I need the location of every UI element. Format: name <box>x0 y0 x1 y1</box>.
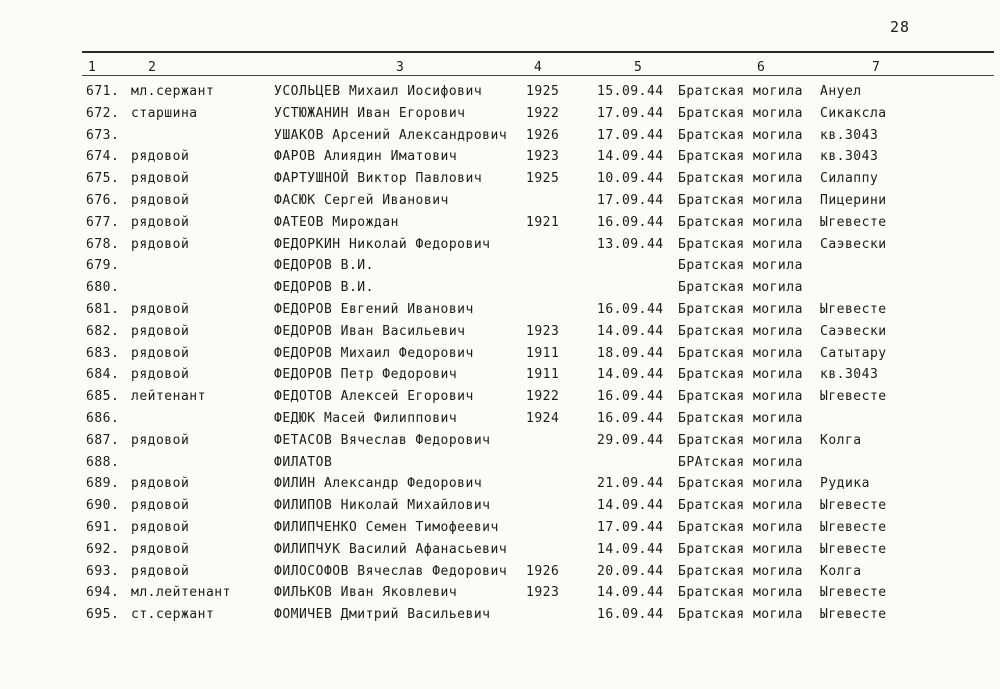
table-row <box>0 409 1000 429</box>
record-burial-place: кв.3043 <box>820 367 879 383</box>
table-row <box>0 147 1000 167</box>
record-burial-place: Ыгевесте <box>820 498 887 514</box>
record-name: ФЕДОРОВ Евгений Иванович <box>274 302 474 317</box>
record-burial-place: Саэвески <box>820 236 887 252</box>
record-death-date: 14.09.44 <box>597 149 664 165</box>
record-name: ФЕДОРОВ В.И. <box>274 258 374 274</box>
table-row <box>0 126 1000 146</box>
record-rank: рядовой <box>131 193 190 208</box>
record-burial-place: кв.3043 <box>820 149 879 165</box>
record-number: 680. <box>86 280 120 296</box>
table-row <box>0 104 1000 124</box>
record-name: ФИЛАТОВ <box>274 454 333 470</box>
record-number: 691. <box>86 520 120 535</box>
record-burial-place: Колга <box>820 432 862 448</box>
table-row <box>0 453 1000 473</box>
record-rank: рядовой <box>131 214 190 230</box>
record-name: УСТЮЖАНИН Иван Егорович <box>274 105 466 121</box>
table-row <box>0 300 1000 320</box>
record-burial-place: Саэвески <box>820 323 887 339</box>
record-death-date: 16.09.44 <box>597 607 664 623</box>
record-burial-place: Ыгевесте <box>820 541 887 557</box>
record-number: 690. <box>86 498 120 514</box>
header-top-rule <box>82 51 994 53</box>
table-row <box>0 518 1000 538</box>
record-name: ФИЛОСОФОВ Вячеслав Федорович <box>274 563 508 579</box>
record-name: ФАТЕОВ Мирождан <box>274 214 399 230</box>
record-death-date: 10.09.44 <box>597 171 664 187</box>
record-number: 693. <box>86 563 120 579</box>
table-row <box>0 496 1000 516</box>
record-number: 692. <box>86 541 120 557</box>
record-rank: мл.сержант <box>131 84 215 99</box>
table-row <box>0 256 1000 276</box>
record-burial-type: БРАтская могила <box>678 454 803 470</box>
record-name: ФЕДОТОВ Алексей Егорович <box>274 389 474 405</box>
record-burial-place: Ыгевесте <box>820 585 887 601</box>
record-death-date: 20.09.44 <box>597 563 664 579</box>
table-row <box>0 278 1000 298</box>
record-name: ФИЛЬКОВ Иван Яковлевич <box>274 585 458 601</box>
record-birth-year: 1923 <box>526 149 560 165</box>
record-name: ФЕДОРОВ Петр Федорович <box>274 367 458 383</box>
table-row <box>0 474 1000 494</box>
record-number: 694. <box>86 585 120 601</box>
table-row <box>0 431 1000 451</box>
column-header-2: 2 <box>148 60 157 75</box>
table-row <box>0 169 1000 189</box>
record-number: 688. <box>86 454 120 470</box>
record-rank: рядовой <box>131 236 190 252</box>
column-header-6: 6 <box>757 60 766 75</box>
record-burial-place: Колга <box>820 563 862 579</box>
record-burial-type: Братская могила <box>678 541 803 557</box>
record-name: ФЕДОРОВ Иван Васильевич <box>274 323 466 339</box>
record-burial-type: Братская могила <box>678 84 803 99</box>
table-row <box>0 365 1000 385</box>
record-number: 685. <box>86 389 120 405</box>
column-header-1: 1 <box>88 60 97 75</box>
record-name: ФИЛИН Александр Федорович <box>274 476 483 492</box>
record-birth-year: 1923 <box>526 323 560 339</box>
record-death-date: 14.09.44 <box>597 367 664 383</box>
record-birth-year: 1924 <box>526 411 560 426</box>
record-burial-type: Братская могила <box>678 367 803 383</box>
record-burial-type: Братская могила <box>678 193 803 208</box>
record-number: 674. <box>86 149 120 165</box>
header-bottom-rule <box>82 75 994 76</box>
record-death-date: 17.09.44 <box>597 193 664 208</box>
record-burial-type: Братская могила <box>678 105 803 121</box>
record-burial-type: Братская могила <box>678 432 803 448</box>
record-rank: рядовой <box>131 345 190 361</box>
record-death-date: 16.09.44 <box>597 389 664 405</box>
record-burial-place: Ыгевесте <box>820 607 887 623</box>
record-number: 678. <box>86 236 120 252</box>
record-burial-type: Братская могила <box>678 563 803 579</box>
record-burial-type: Братская могила <box>678 127 803 143</box>
record-burial-place: Рудика <box>820 476 870 492</box>
record-burial-place: Ануел <box>820 84 862 99</box>
table-row <box>0 235 1000 255</box>
table-row <box>0 213 1000 233</box>
record-birth-year: 1911 <box>526 367 560 383</box>
record-death-date: 14.09.44 <box>597 323 664 339</box>
record-rank: рядовой <box>131 302 190 317</box>
record-burial-type: Братская могила <box>678 585 803 601</box>
record-number: 687. <box>86 432 120 448</box>
column-header-7: 7 <box>872 60 881 75</box>
record-burial-type: Братская могила <box>678 258 803 274</box>
record-name: ФИЛИПЧУК Василий Афанасьевич <box>274 541 508 557</box>
record-birth-year: 1922 <box>526 105 560 121</box>
record-rank: мл.лейтенант <box>131 585 231 601</box>
record-number: 679. <box>86 258 120 274</box>
record-number: 672. <box>86 105 120 121</box>
record-burial-place: Ыгевесте <box>820 302 887 317</box>
column-header-3: 3 <box>396 60 405 75</box>
record-birth-year: 1925 <box>526 171 560 187</box>
record-burial-place: Сикаксла <box>820 105 887 121</box>
record-death-date: 18.09.44 <box>597 345 664 361</box>
record-burial-type: Братская могила <box>678 149 803 165</box>
record-number: 673. <box>86 127 120 143</box>
table-row <box>0 387 1000 407</box>
record-rank: рядовой <box>131 520 190 535</box>
record-rank: рядовой <box>131 367 190 383</box>
table-row <box>0 344 1000 364</box>
record-death-date: 14.09.44 <box>597 585 664 601</box>
record-number: 683. <box>86 345 120 361</box>
record-number: 681. <box>86 302 120 317</box>
record-number: 682. <box>86 323 120 339</box>
record-birth-year: 1926 <box>526 563 560 579</box>
record-rank: ст.сержант <box>131 607 215 623</box>
record-death-date: 14.09.44 <box>597 498 664 514</box>
record-burial-place: Сатытару <box>820 345 887 361</box>
record-name: ФЕДОРОВ В.И. <box>274 280 374 296</box>
record-burial-place: Ыгевесте <box>820 389 887 405</box>
record-burial-type: Братская могила <box>678 389 803 405</box>
record-name: ФЕТАСОВ Вячеслав Федорович <box>274 432 491 448</box>
record-death-date: 21.09.44 <box>597 476 664 492</box>
record-number: 689. <box>86 476 120 492</box>
record-death-date: 13.09.44 <box>597 236 664 252</box>
record-burial-type: Братская могила <box>678 280 803 296</box>
record-burial-place: Пицерини <box>820 193 887 208</box>
record-burial-place: Ыгевесте <box>820 214 887 230</box>
column-header-5: 5 <box>634 60 643 75</box>
record-burial-place: Ыгевесте <box>820 520 887 535</box>
record-rank: рядовой <box>131 432 190 448</box>
record-burial-type: Братская могила <box>678 411 803 426</box>
record-death-date: 17.09.44 <box>597 127 664 143</box>
record-rank: рядовой <box>131 323 190 339</box>
record-number: 676. <box>86 193 120 208</box>
record-number: 677. <box>86 214 120 230</box>
record-name: ФЕДЮК Масей Филиппович <box>274 411 458 426</box>
record-burial-type: Братская могила <box>678 236 803 252</box>
record-rank: рядовой <box>131 171 190 187</box>
record-number: 686. <box>86 411 120 426</box>
table-row <box>0 605 1000 625</box>
record-rank: рядовой <box>131 149 190 165</box>
record-birth-year: 1923 <box>526 585 560 601</box>
record-birth-year: 1921 <box>526 214 560 230</box>
record-rank: лейтенант <box>131 389 206 405</box>
record-burial-type: Братская могила <box>678 607 803 623</box>
record-rank: старшина <box>131 105 198 121</box>
column-header-4: 4 <box>534 60 543 75</box>
record-name: УШАКОВ Арсений Александрович <box>274 127 508 143</box>
table-row <box>0 540 1000 560</box>
record-birth-year: 1926 <box>526 127 560 143</box>
record-death-date: 17.09.44 <box>597 520 664 535</box>
table-row <box>0 191 1000 211</box>
record-death-date: 16.09.44 <box>597 302 664 317</box>
record-death-date: 14.09.44 <box>597 541 664 557</box>
record-burial-type: Братская могила <box>678 323 803 339</box>
record-name: УСОЛЬЦЕВ Михаил Иосифович <box>274 84 483 99</box>
record-burial-type: Братская могила <box>678 520 803 535</box>
record-number: 684. <box>86 367 120 383</box>
record-burial-type: Братская могила <box>678 171 803 187</box>
record-death-date: 17.09.44 <box>597 105 664 121</box>
record-name: ФЕДОРОВ Михаил Федорович <box>274 345 474 361</box>
record-number: 695. <box>86 607 120 623</box>
record-name: ФИЛИПОВ Николай Михайлович <box>274 498 491 514</box>
record-rank: рядовой <box>131 563 190 579</box>
table-row <box>0 82 1000 102</box>
record-name: ФИЛИПЧЕНКО Семен Тимофеевич <box>274 520 499 535</box>
record-birth-year: 1922 <box>526 389 560 405</box>
table-row <box>0 583 1000 603</box>
record-burial-place: кв.3043 <box>820 127 879 143</box>
record-birth-year: 1911 <box>526 345 560 361</box>
page-number: 28 <box>890 18 911 36</box>
record-name: ФОМИЧЕВ Дмитрий Васильевич <box>274 607 491 623</box>
record-name: ФАРОВ Алиядин Иматович <box>274 149 458 165</box>
record-burial-type: Братская могила <box>678 345 803 361</box>
record-burial-type: Братская могила <box>678 498 803 514</box>
record-name: ФАСЮК Сергей Иванович <box>274 193 449 208</box>
record-birth-year: 1925 <box>526 84 560 99</box>
table-row <box>0 322 1000 342</box>
record-number: 671. <box>86 84 120 99</box>
record-number: 675. <box>86 171 120 187</box>
record-burial-type: Братская могила <box>678 476 803 492</box>
record-burial-type: Братская могила <box>678 214 803 230</box>
record-death-date: 16.09.44 <box>597 411 664 426</box>
record-death-date: 29.09.44 <box>597 432 664 448</box>
record-burial-place: Силаппу <box>820 171 879 187</box>
table-row <box>0 562 1000 582</box>
record-rank: рядовой <box>131 476 190 492</box>
record-name: ФАРТУШНОЙ Виктор Павлович <box>274 171 483 187</box>
record-rank: рядовой <box>131 498 190 514</box>
record-death-date: 15.09.44 <box>597 84 664 99</box>
record-death-date: 16.09.44 <box>597 214 664 230</box>
record-burial-type: Братская могила <box>678 302 803 317</box>
record-rank: рядовой <box>131 541 190 557</box>
record-name: ФЕДОРКИН Николай Федорович <box>274 236 491 252</box>
